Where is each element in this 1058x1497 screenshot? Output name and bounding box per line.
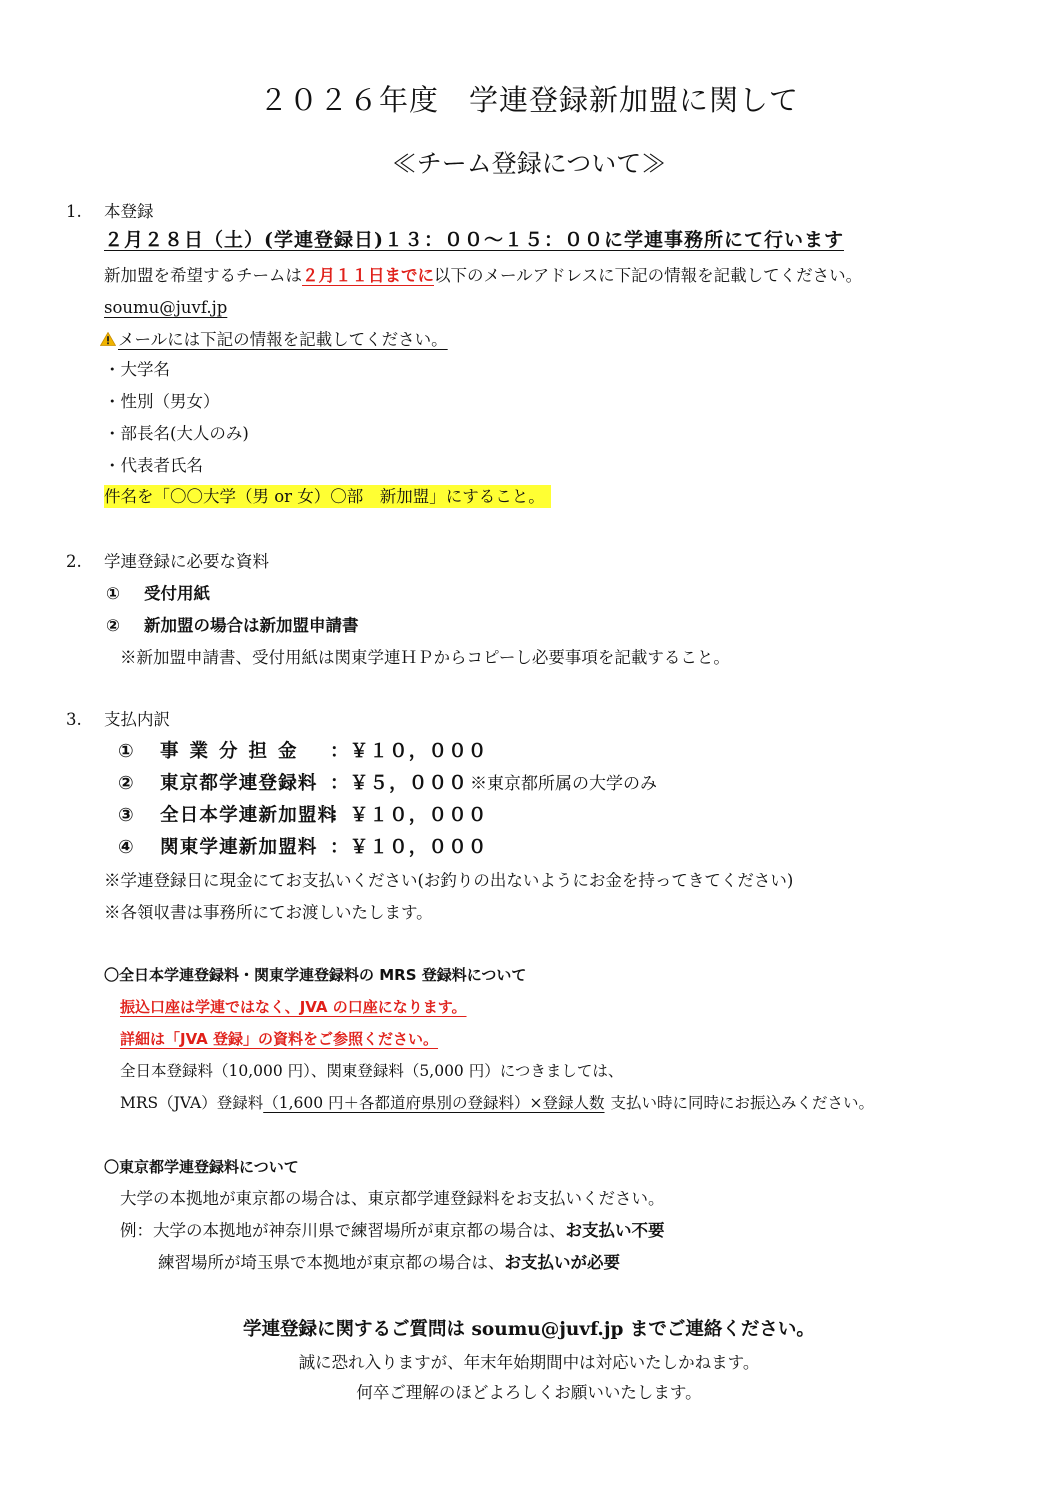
- document-item-2: [106, 614, 359, 638]
- fee-mark: ④: [118, 837, 135, 858]
- registration-schedule: ２月２８日（土）(学連登録日)１３：００～１５：００に学連事務所にて行います: [104, 229, 844, 251]
- fee-row-tokyo: [118, 772, 657, 796]
- fee-mark: ②: [118, 773, 135, 794]
- fee-amount: ：￥１０，０００: [330, 805, 488, 826]
- mrs-red-line-2: 詳細は「JVA 登録」の資料をご参照ください。: [120, 1030, 439, 1048]
- document-item-2-text: 新加盟の場合は新加盟申請書: [144, 616, 359, 635]
- document-item-1: [106, 582, 210, 606]
- fee-row-business: [118, 740, 488, 764]
- subject-rule-text: 件名を「〇〇大学（男 or 女）〇部 新加盟」にすること。: [104, 485, 551, 508]
- section3-heading: 支払内訳: [104, 710, 170, 729]
- instruction-pre: 新加盟を希望するチームは: [104, 266, 302, 285]
- tokyo-example-1: [120, 1219, 665, 1243]
- tokyo-line-1: 大学の本拠地が東京都の場合は、東京都学連登録料をお支払いください。: [120, 1189, 665, 1208]
- section1-number: 1.: [66, 202, 82, 221]
- warning-text: メールには下記の情報を記載してください。: [118, 330, 448, 349]
- fee-amount: ：￥１０，０００: [330, 741, 488, 762]
- payment-note-receipt: ※各領収書は事務所にてお渡しいたします。: [104, 903, 433, 922]
- contact-email[interactable]: soumu@juvf.jp: [104, 298, 228, 317]
- page-subtitle: ≪チーム登録について≫: [391, 149, 667, 178]
- document-note: ※新加盟申請書、受付用紙は関東学連ＨＰからコピーし必要事項を記載すること。: [120, 648, 730, 667]
- instruction-post: 以下のメールアドレスに下記の情報を記載してください。: [434, 266, 863, 285]
- section3-number: 3.: [66, 710, 82, 729]
- instruction-line: [104, 264, 862, 288]
- subject-rule: [104, 485, 551, 509]
- mrs-line-2-pre: MRS（JVA）登録料: [120, 1094, 264, 1112]
- document-item-1-mark: ①: [106, 584, 120, 603]
- warning-icon: [100, 332, 116, 346]
- section1-heading: 本登録: [104, 202, 154, 221]
- mrs-formula: （1,600 円＋各都道府県別の登録料）×登録人数: [263, 1094, 605, 1112]
- page-title: ２０２６年度 学連登録新加盟に関して: [258, 83, 799, 117]
- fee-label: 全日本学連新加盟料: [160, 805, 338, 826]
- tokyo-example-2-text: 練習場所が埼玉県で本拠地が東京都の場合は、: [158, 1253, 505, 1272]
- section2-heading: 学連登録に必要な資料: [104, 552, 269, 571]
- info-item-director: ・部長名(大人のみ): [104, 424, 249, 443]
- tokyo-heading: 〇東京都学連登録料について: [104, 1158, 299, 1176]
- tokyo-example-1-result: お支払い不要: [565, 1221, 665, 1240]
- info-item-gender: ・性別（男女）: [104, 392, 220, 411]
- mrs-line-2-post: 支払い時に同時にお振込みください。: [610, 1094, 875, 1112]
- fee-label: 東京都学連登録料: [160, 773, 318, 794]
- fee-row-alljapan: [118, 804, 488, 828]
- fee-amount: ：￥１０，０００: [330, 837, 488, 858]
- section2-number: 2.: [66, 552, 82, 571]
- fee-row-kanto: [118, 836, 488, 860]
- fee-label: 事業分担金: [160, 741, 308, 762]
- tokyo-example-1-text: 例：大学の本拠地が神奈川県で練習場所が東京都の場合は、: [120, 1221, 566, 1240]
- mrs-line-2: [120, 1091, 874, 1115]
- contact-line: 学連登録に関するご質問は soumu@juvf.jp までご連絡ください。: [243, 1319, 815, 1340]
- payment-note-cash: ※学連登録日に現金にてお支払いください(お釣りの出ないようにお金を持ってきてください): [104, 871, 794, 890]
- closing-line-1: 誠に恐れ入りますが、年末年始期間中は対応いたしかねます。: [298, 1353, 760, 1372]
- fee-amount: ：￥５，０００: [330, 773, 468, 794]
- fee-mark: ③: [118, 805, 135, 826]
- closing-line-2: 何卒ご理解のほどよろしくお願いいたします。: [356, 1383, 702, 1402]
- mrs-line-1: 全日本登録料（10,000 円）、関東登録料（5,000 円）につきましては、: [120, 1062, 624, 1080]
- fee-mark: ①: [118, 741, 135, 762]
- fee-label: 関東学連新加盟料: [160, 837, 318, 858]
- info-item-representative: ・代表者氏名: [104, 456, 203, 475]
- tokyo-example-2-result: お支払いが必要: [504, 1253, 620, 1272]
- tokyo-example-2: [158, 1251, 620, 1275]
- info-item-university: ・大学名: [104, 360, 170, 379]
- fee-note: ※東京都所属の大学のみ: [470, 774, 657, 794]
- document-item-2-mark: ②: [106, 616, 120, 635]
- mrs-heading: 〇全日本学連登録料・関東学連登録料の MRS 登録料について: [104, 966, 527, 984]
- document-item-1-text: 受付用紙: [144, 584, 210, 603]
- mrs-red-line-1: 振込口座は学連ではなく、JVA の口座になります。: [120, 998, 467, 1016]
- deadline-text: ２月１１日までに: [302, 266, 434, 285]
- warning-line: [100, 328, 448, 352]
